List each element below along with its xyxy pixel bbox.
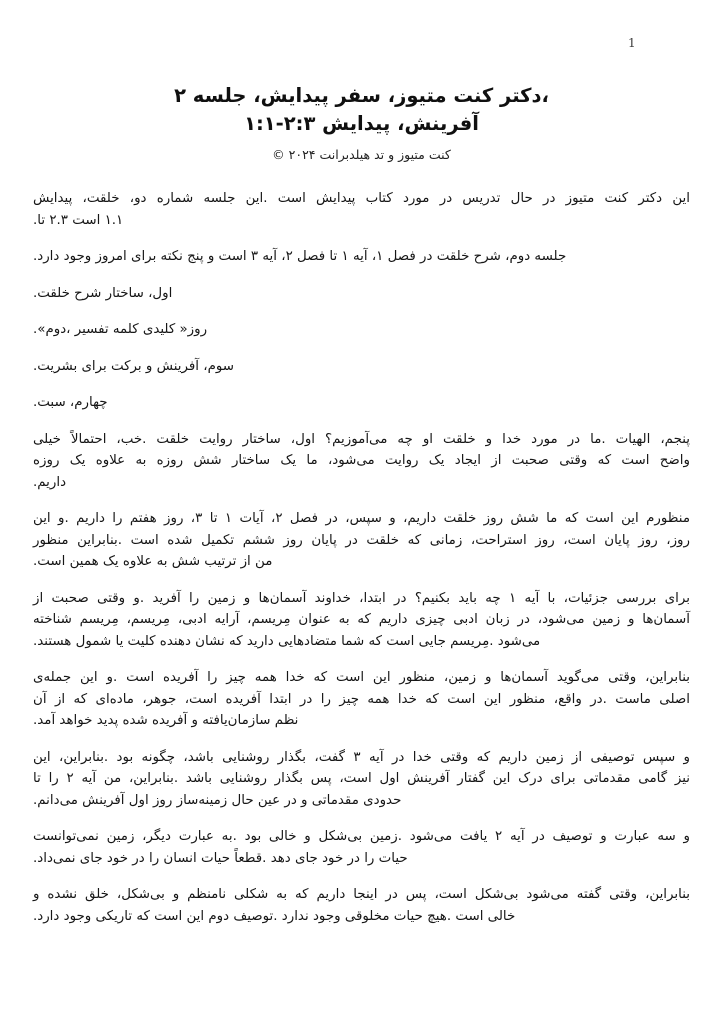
paragraph bbox=[33, 747, 690, 812]
text-line: نیز گامی مقدماتی برای درک این گفتار آفرینش اول است، پس بگذار روشنایی باشد .بنابراین، من آیه ۲ را تا bbox=[33, 771, 690, 786]
text-line: سوم، آفرینش و برکت برای بشریت. bbox=[33, 358, 234, 374]
text-line: برای بررسی جزئیات، با آیه ۱ چه باید بکنیم؟ در ابتدا، خداوند آسمان‌ها و زمین را آفرید .و وقتی صحبت از bbox=[33, 590, 690, 606]
transcript-body bbox=[33, 188, 690, 927]
paragraph bbox=[33, 826, 690, 869]
paragraph bbox=[33, 429, 690, 494]
text-line: نظم سازمان‌یافته و آفریده شده پدید خواهد آمد. bbox=[33, 713, 299, 728]
text-line: بنابراین، وقتی گفته می‌شود بی‌شکل است، پس در اینجا داریم که به شکلی نامنظم و بی‌شکل، خلق نشده و bbox=[33, 887, 690, 902]
text-line: و سپس توصیفی از زمین داریم که وقتی خدا در آیه ۳ گفت، بگذار روشنایی باشد، چگونه بود .بنابراین، این bbox=[33, 749, 690, 765]
page-content bbox=[33, 82, 690, 942]
text-line: بنابراین، وقتی می‌گوید آسمان‌ها و زمین، منظور این است که خدا همه چیز را آفریده است .و این جمله‌ی bbox=[33, 670, 690, 685]
paragraph bbox=[33, 319, 690, 341]
text-line: می‌شود .مِریسم جایی است که شما متضادهایی دارید که نشان دهنده کلیت یا شمول هستند. bbox=[33, 633, 541, 649]
paragraph bbox=[33, 588, 690, 653]
text-line: اول، ساختار شرح خلقت. bbox=[33, 285, 173, 301]
copyright-byline: کنت متیوز و تد هیلدبرانت ۲۰۲۴ © bbox=[272, 147, 451, 162]
paragraph bbox=[33, 188, 690, 231]
text-line: آسمان‌ها و زمین می‌شود، در زبان ادبی چیزی داریم که به عنوان مِریسم، آرایه ادبی، مِریسم، مِریسم شناخته bbox=[33, 612, 690, 627]
page-number: 1 bbox=[628, 36, 636, 50]
text-line: جلسه دوم، شرح خلقت در فصل ۱، آیه ۱ تا فصل ۲، آیه ۳ است و پنج نکته برای امروز وجود دارد. bbox=[33, 249, 567, 264]
text-line: خالی است .هیچ حیات مخلوقی وجود ندارد .توصیف دوم این است که تاریکی وجود دارد. bbox=[33, 908, 516, 924]
text-line: منظورم این است که ما شش روز خلقت داریم، و سپس، در فصل ۲، آیات ۱ تا ۳، روز هفتم را داریم .و این bbox=[33, 511, 691, 526]
text-line: و سه عبارت و توصیف در آیه ۲ یافت می‌شود .زمین بی‌شکل و خالی بود .به عبارت دیگر، زمین نمی‌توانست bbox=[33, 829, 690, 844]
paragraph bbox=[33, 508, 690, 573]
text-line: روز، روز پایان است، روز استراحت، زمانی که خلقت در پایان روز ششم تکمیل شده است .بنابراین منظور bbox=[33, 532, 690, 548]
text-line: من از ترتیب شش به علاوه یک همین است. bbox=[33, 554, 273, 569]
paragraph bbox=[33, 884, 690, 927]
paragraph bbox=[33, 283, 690, 305]
text-line: اصلی ماست .در واقع، منظور این است که خدا همه چیز را در ابتدا آفریده است، جوهر، ماده‌ای که از آن bbox=[33, 691, 690, 707]
paragraph bbox=[33, 246, 690, 268]
text-line: حیات را در خود جای دهد .قطعاً حیات انسان را در خود جای نمی‌داد. bbox=[33, 850, 408, 866]
text-line: این دکتر کنت متیوز در حال تدریس در مورد کتاب پیدایش است .این جلسه شماره دو، خلقت، پیدایش bbox=[33, 191, 690, 206]
text-line: واضح است که وقتی صحبت از ایجاد یک روایت می‌شود، ما یک ساختار شش روزه به علاوه یک روزه bbox=[33, 453, 690, 468]
text-line: حدودی مقدماتی و در عین حال زمینه‌ساز روز اول آفرینش می‌دانم. bbox=[33, 792, 402, 808]
text-line: روز« کلیدی کلمه تفسیر ،دوم». bbox=[33, 322, 208, 337]
document-title-line-1: ،دکتر کنت متیوز، سفر پیدایش، جلسه ۲ bbox=[174, 84, 549, 107]
text-line: ۱.۱ است ۲.۳ تا. bbox=[33, 212, 124, 228]
paragraph bbox=[33, 356, 690, 378]
text-line: چهارم، سبت. bbox=[33, 395, 108, 410]
text-line: پنجم، الهیات .ما در مورد خدا و خلقت او چه می‌آموزیم؟ اول، ساختار روایت خلقت .خب، احتمالاً خیلی bbox=[33, 431, 690, 447]
paragraph bbox=[33, 667, 690, 732]
text-line: داریم. bbox=[33, 474, 67, 490]
paragraph bbox=[33, 392, 690, 414]
document-title-line-2: آفرینش، پیدایش ۲:۳-۱:۱ bbox=[244, 112, 479, 135]
